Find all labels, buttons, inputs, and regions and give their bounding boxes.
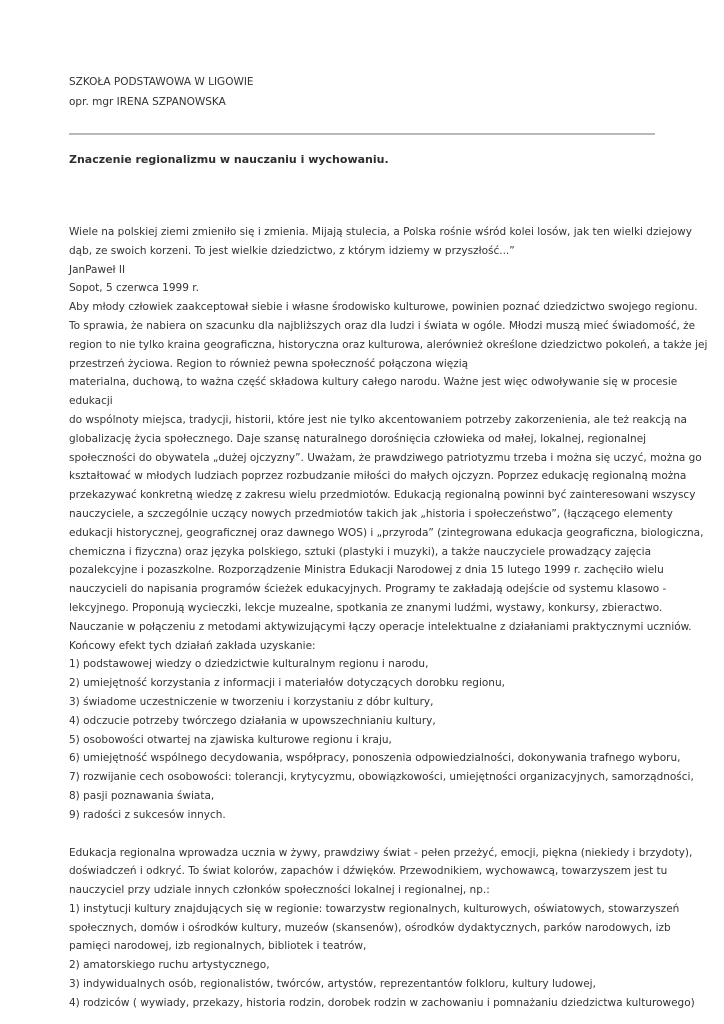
text-line: nauczycieli do napisania programów ścieżek edukacyjnych. Programy te zakładają odejście od systemu klasowo - [69, 583, 667, 596]
text-line: 2) amatorskiego ruchu artystycznego, [69, 959, 270, 972]
text-line: 5) osobowości otwartej na zjawiska kulturowe regionu i kraju, [69, 733, 392, 746]
text-line: 4) rodziców ( wywiady, przekazy, historia rodzin, dorobek rodzin w zachowaniu i pomnażaniu dziedzictwa kulturowego) [69, 996, 695, 1009]
text-line: 7) rozwijanie cech osobowości: tolerancji, krytycyzmu, obowiązkowości, umiejętności organizacyjnych, samorządności, [69, 771, 694, 784]
document-title: Znaczenie regionalizmu w nauczaniu i wychowaniu. [69, 153, 389, 166]
document-body [69, 223, 708, 1013]
text-line: edukacji [69, 395, 113, 408]
text-line: globalizację życia społecznego. Daje szansę naturalnego dorośnięcia człowieka od małej, lokalnej, regionalnej [69, 432, 647, 445]
text-line: społeczności do obywatela „dużej ojczyzny”. Uważam, że prawdziwego patriotyzmu trzeba i można się uczyć, można go [69, 451, 702, 464]
text-line: 2) umiejętność korzystania z informacji i materiałów dotyczących dorobku regionu, [69, 677, 505, 690]
text-line: JanPaweł II [69, 263, 126, 276]
text-line: 6) umiejętność wspólnego decydowania, współpracy, ponoszenia odpowiedzialności, dokonywania trafnego wyboru, [69, 752, 681, 765]
text-line: dąb, ze swoich korzeni. To jest wielkie dziedzictwo, z którym idziemy w przyszłość...” [69, 244, 515, 257]
text-line: Wiele na polskiej ziemi zmieniło się i zmienia. Mijają stulecia, a Polska rośnie wśród kolei losów, jak ten wielki dziejowy [69, 226, 692, 238]
text-line: Nauczanie w połączeniu z metodami aktywizującymi łączy operacje intelektualne z działaniami praktycznymi uczniów. [69, 620, 692, 633]
text-line: lekcyjnego. Proponują wycieczki, lekcje muzealne, spotkania ze znanymi ludźmi, wystawy, konkursy, zbieractwo. [69, 601, 663, 614]
text-line: Edukacja regionalna wprowadza ucznia w żywy, prawdziwy świat - pełen przeżyć, emocji, piękna (niekiedy i brzydoty), [69, 846, 693, 859]
text-line: przestrzeń życiowa. Region to również pewna społeczność połączona więzią [69, 357, 469, 370]
text-line: do wspólnoty miejsca, tradycji, historii, które jest nie tylko akcentowaniem potrzeby zakorzenienia, ale też reakcją na [69, 413, 687, 426]
text-line: 1) podstawowej wiedzy o dziedzictwie kulturalnym regionu i narodu, [69, 658, 429, 671]
horizontal-divider [69, 133, 655, 135]
text-line: To sprawia, że nabiera on szacunku dla najbliższych oraz dla ludzi i świata w ogóle. Młodzi muszą mieć świadomość, że [69, 319, 696, 332]
text-line: 3) indywidualnych osób, regionalistów, twórców, artystów, reprezentantów folkloru, kultury ludowej, [69, 978, 596, 991]
text-line: pozalekcyjne i pozaszkolne. Rozporządzenie Ministra Edukacji Narodowej z dnia 15 lutego 1999 r. zachęciło wielu [69, 564, 664, 577]
text-line: edukacji historycznej, geograficznej oraz dawnego WOS) i „przyroda” (zintegrowana edukacja geograficzna, biologiczna, [69, 526, 704, 539]
text-line: materialna, duchową, to ważna część składowa kultury całego narodu. Ważne jest więc odwoływanie się w procesie [69, 376, 678, 389]
text-line: 8) pasji poznawania świata, [69, 789, 215, 802]
text-line: nauczyciele, a szczególnie uczący nowych przedmiotów takich jak „historia i społeczeństwo”, (łączącego elementy [69, 507, 673, 520]
paragraph-block-2 [69, 844, 695, 1013]
text-line: 4) odczucie potrzeby twórczego działania w upowszechnianiu kultury, [69, 714, 436, 727]
text-line: społecznych, domów i ośrodków kultury, muzeów (skansenów), ośrodków dydaktycznych, parków narodowych, izb [69, 921, 671, 934]
text-line: Sopot, 5 czerwca 1999 r. [69, 282, 199, 295]
text-line: doświadczeń i odkryć. To świat kolorów, zapachów i dźwięków. Przewodnikiem, wychowawcą, towarzyszem jest tu [69, 865, 668, 878]
text-line: nauczyciel przy udziale innych członków społeczności lokalnej i regionalnej, np.: [69, 884, 490, 897]
document-header [69, 72, 254, 112]
text-line: chemiczna i fizyczna) oraz języka polskiego, sztuki (plastyki i muzyki), a także nauczyciele prowadzący zajęcia [69, 545, 652, 558]
text-line: 9) radości z sukcesów innych. [69, 808, 226, 821]
paragraph-gap [69, 825, 659, 844]
author-line: opr. mgr IRENA SZPANOWSKA [69, 96, 226, 108]
text-line: przekazywać konkretną wiedzę z zakresu wielu przedmiotów. Edukacją regionalną powinni być zainteresowani wszyscy [69, 489, 696, 502]
text-line: pamięci narodowej, izb regionalnych, bibliotek i teatrów, [69, 940, 367, 953]
school-name: SZKOŁA PODSTAWOWA W LIGOWIE [69, 76, 254, 88]
text-line: 1) instytucji kultury znajdujących się w regionie: towarzystw regionalnych, kulturowych, oświatowych, stowarzyszeń [69, 902, 680, 915]
text-line: Aby młody człowiek zaakceptował siebie i własne środowisko kulturowe, powinien poznać dziedzictwo swojego regionu. [69, 301, 698, 314]
text-line: kształtować w młodych ludziach poprzez rozbudzanie miłości do małych ojczyzn. Poprzez edukację regionalną można [69, 470, 687, 483]
paragraph-block-1 [69, 223, 708, 825]
text-line: 3) świadome uczestniczenie w tworzeniu i korzystaniu z dóbr kultury, [69, 695, 434, 708]
text-line: Końcowy efekt tych działań zakłada uzyskanie: [69, 639, 316, 652]
text-line: region to nie tylko kraina geograficzna, historyczna oraz kulturowa, alerównież określone dziedzictwo pokoleń, a także jej [69, 338, 708, 351]
